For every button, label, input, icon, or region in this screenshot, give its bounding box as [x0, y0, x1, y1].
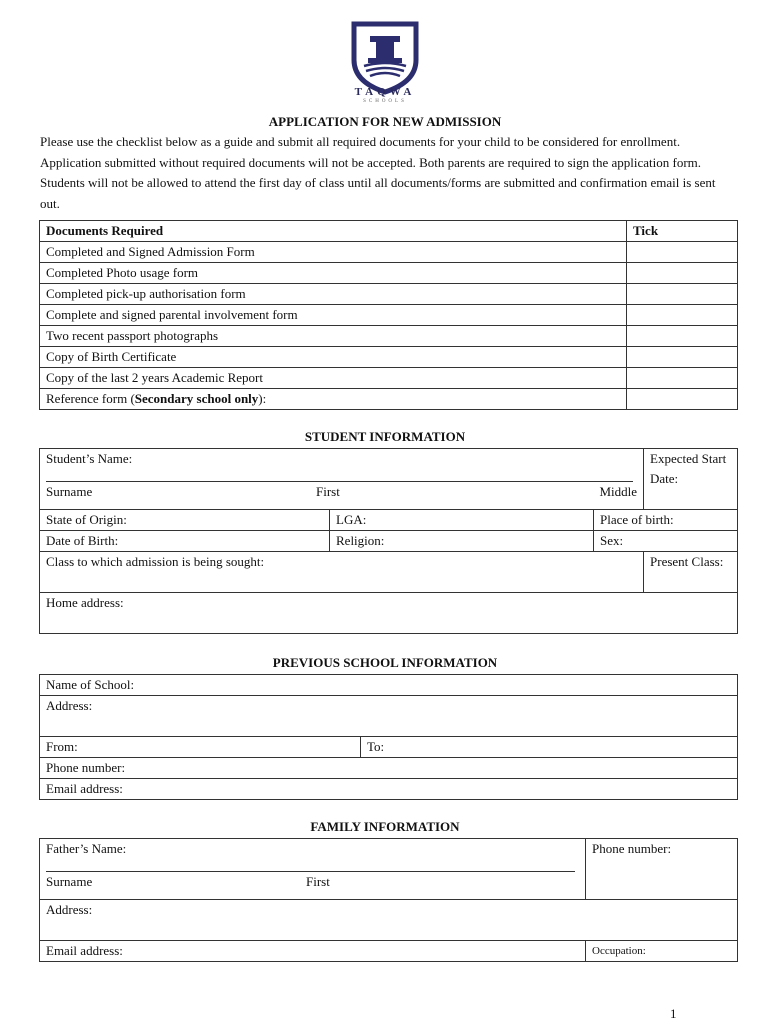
tick-cell[interactable]	[627, 242, 738, 263]
lga-field[interactable]: LGA:	[330, 510, 594, 531]
family-email-row	[40, 941, 738, 962]
school-name-row	[40, 675, 738, 696]
student-info-table	[39, 448, 738, 634]
father-name-row	[40, 839, 738, 900]
expected-start-date-field[interactable]: Expected Start Date:	[644, 449, 738, 510]
school-address-row	[40, 696, 738, 737]
school-name-field[interactable]: Name of School:	[40, 675, 738, 696]
dob-field[interactable]: Date of Birth:	[40, 531, 330, 552]
tick-cell[interactable]	[627, 305, 738, 326]
family-info-table	[39, 838, 738, 962]
school-name: TAQWA	[354, 86, 416, 98]
student-name-row	[40, 449, 738, 510]
student-name-line	[46, 469, 633, 482]
origin-row	[40, 510, 738, 531]
reference-prefix: Reference form (	[46, 391, 135, 406]
school-phone-field[interactable]: Phone number:	[40, 758, 738, 779]
occupation-field[interactable]: Occupation:	[586, 941, 738, 962]
father-first-label: First	[306, 874, 330, 889]
documents-header: Documents Required	[40, 221, 627, 242]
father-name-field[interactable]	[40, 839, 586, 900]
father-surname-label: Surname	[46, 874, 93, 889]
school-phone-row	[40, 758, 738, 779]
home-address-row	[40, 593, 738, 634]
reference-suffix: ):	[258, 391, 267, 406]
name-parts	[46, 482, 637, 502]
previous-school-table	[39, 674, 738, 800]
family-info-heading: FAMILY INFORMATION	[310, 819, 460, 834]
family-address-field[interactable]: Address:	[40, 900, 738, 941]
class-sought-field[interactable]: Class to which admission is being sought:	[40, 552, 644, 593]
documents-checklist	[39, 220, 738, 410]
previous-school-heading: PREVIOUS SCHOOL INFORMATION	[272, 655, 498, 670]
checklist-row	[40, 242, 738, 263]
family-email-field[interactable]: Email address:	[40, 941, 586, 962]
school-email-row	[40, 779, 738, 800]
religion-field[interactable]: Religion:	[330, 531, 594, 552]
school-email-field[interactable]: Email address:	[40, 779, 738, 800]
student-name-field[interactable]	[40, 449, 644, 510]
tick-cell[interactable]	[627, 347, 738, 368]
middle-label: Middle	[599, 484, 638, 499]
student-info-heading: STUDENT INFORMATION	[304, 429, 466, 444]
checklist-item: Two recent passport photographs	[40, 326, 627, 347]
from-field[interactable]: From:	[40, 737, 361, 758]
father-phone-field[interactable]: Phone number:	[586, 839, 738, 900]
tick-header: Tick	[627, 221, 738, 242]
dob-row	[40, 531, 738, 552]
checklist-item-reference	[40, 389, 627, 410]
checklist-item: Completed Photo usage form	[40, 263, 627, 284]
tick-cell[interactable]	[627, 263, 738, 284]
class-row	[40, 552, 738, 593]
checklist-row	[40, 263, 738, 284]
checklist-item: Complete and signed parental involvement form	[40, 305, 627, 326]
page-title: APPLICATION FOR NEW ADMISSION	[268, 114, 502, 129]
checklist-header-row	[40, 221, 738, 242]
dates-row	[40, 737, 738, 758]
first-label: First	[316, 484, 340, 499]
tick-cell[interactable]	[627, 284, 738, 305]
page-number: 1	[670, 1006, 677, 1021]
reference-bold: Secondary school only	[134, 391, 259, 406]
to-field[interactable]: To:	[361, 737, 738, 758]
checklist-row	[40, 284, 738, 305]
father-name-line	[46, 859, 575, 872]
checklist-row	[40, 326, 738, 347]
intro-paragraph: Please use the checklist below as a guide and submit all required documents for your child to be considered for enrollment. Application submitted without required documents will not be accepted. Both parents are required to sign the application form. Students will not be allowed to attend the first day of class until all documents/forms are submitted and confirmation email is sent out.	[40, 134, 716, 211]
checklist-row	[40, 305, 738, 326]
tick-cell[interactable]	[627, 368, 738, 389]
checklist-item: Copy of Birth Certificate	[40, 347, 627, 368]
checklist-row	[40, 368, 738, 389]
tick-cell[interactable]	[627, 389, 738, 410]
family-address-row	[40, 900, 738, 941]
sex-field[interactable]: Sex:	[594, 531, 738, 552]
father-name-parts	[46, 872, 579, 892]
father-name-label: Father’s Name:	[46, 841, 127, 856]
checklist-item: Completed and Signed Admission Form	[40, 242, 627, 263]
student-name-label: Student’s Name:	[46, 451, 133, 466]
checklist-item: Copy of the last 2 years Academic Report	[40, 368, 627, 389]
checklist-item: Completed pick-up authorisation form	[40, 284, 627, 305]
school-address-field[interactable]: Address:	[40, 696, 738, 737]
tick-cell[interactable]	[627, 326, 738, 347]
surname-label: Surname	[46, 484, 93, 499]
state-of-origin-field[interactable]: State of Origin:	[40, 510, 330, 531]
checklist-row	[40, 389, 738, 410]
place-of-birth-field[interactable]: Place of birth:	[594, 510, 738, 531]
checklist-row	[40, 347, 738, 368]
school-subtitle: SCHOOLS	[363, 99, 407, 104]
home-address-field[interactable]: Home address:	[40, 593, 738, 634]
present-class-field[interactable]: Present Class:	[644, 552, 738, 593]
